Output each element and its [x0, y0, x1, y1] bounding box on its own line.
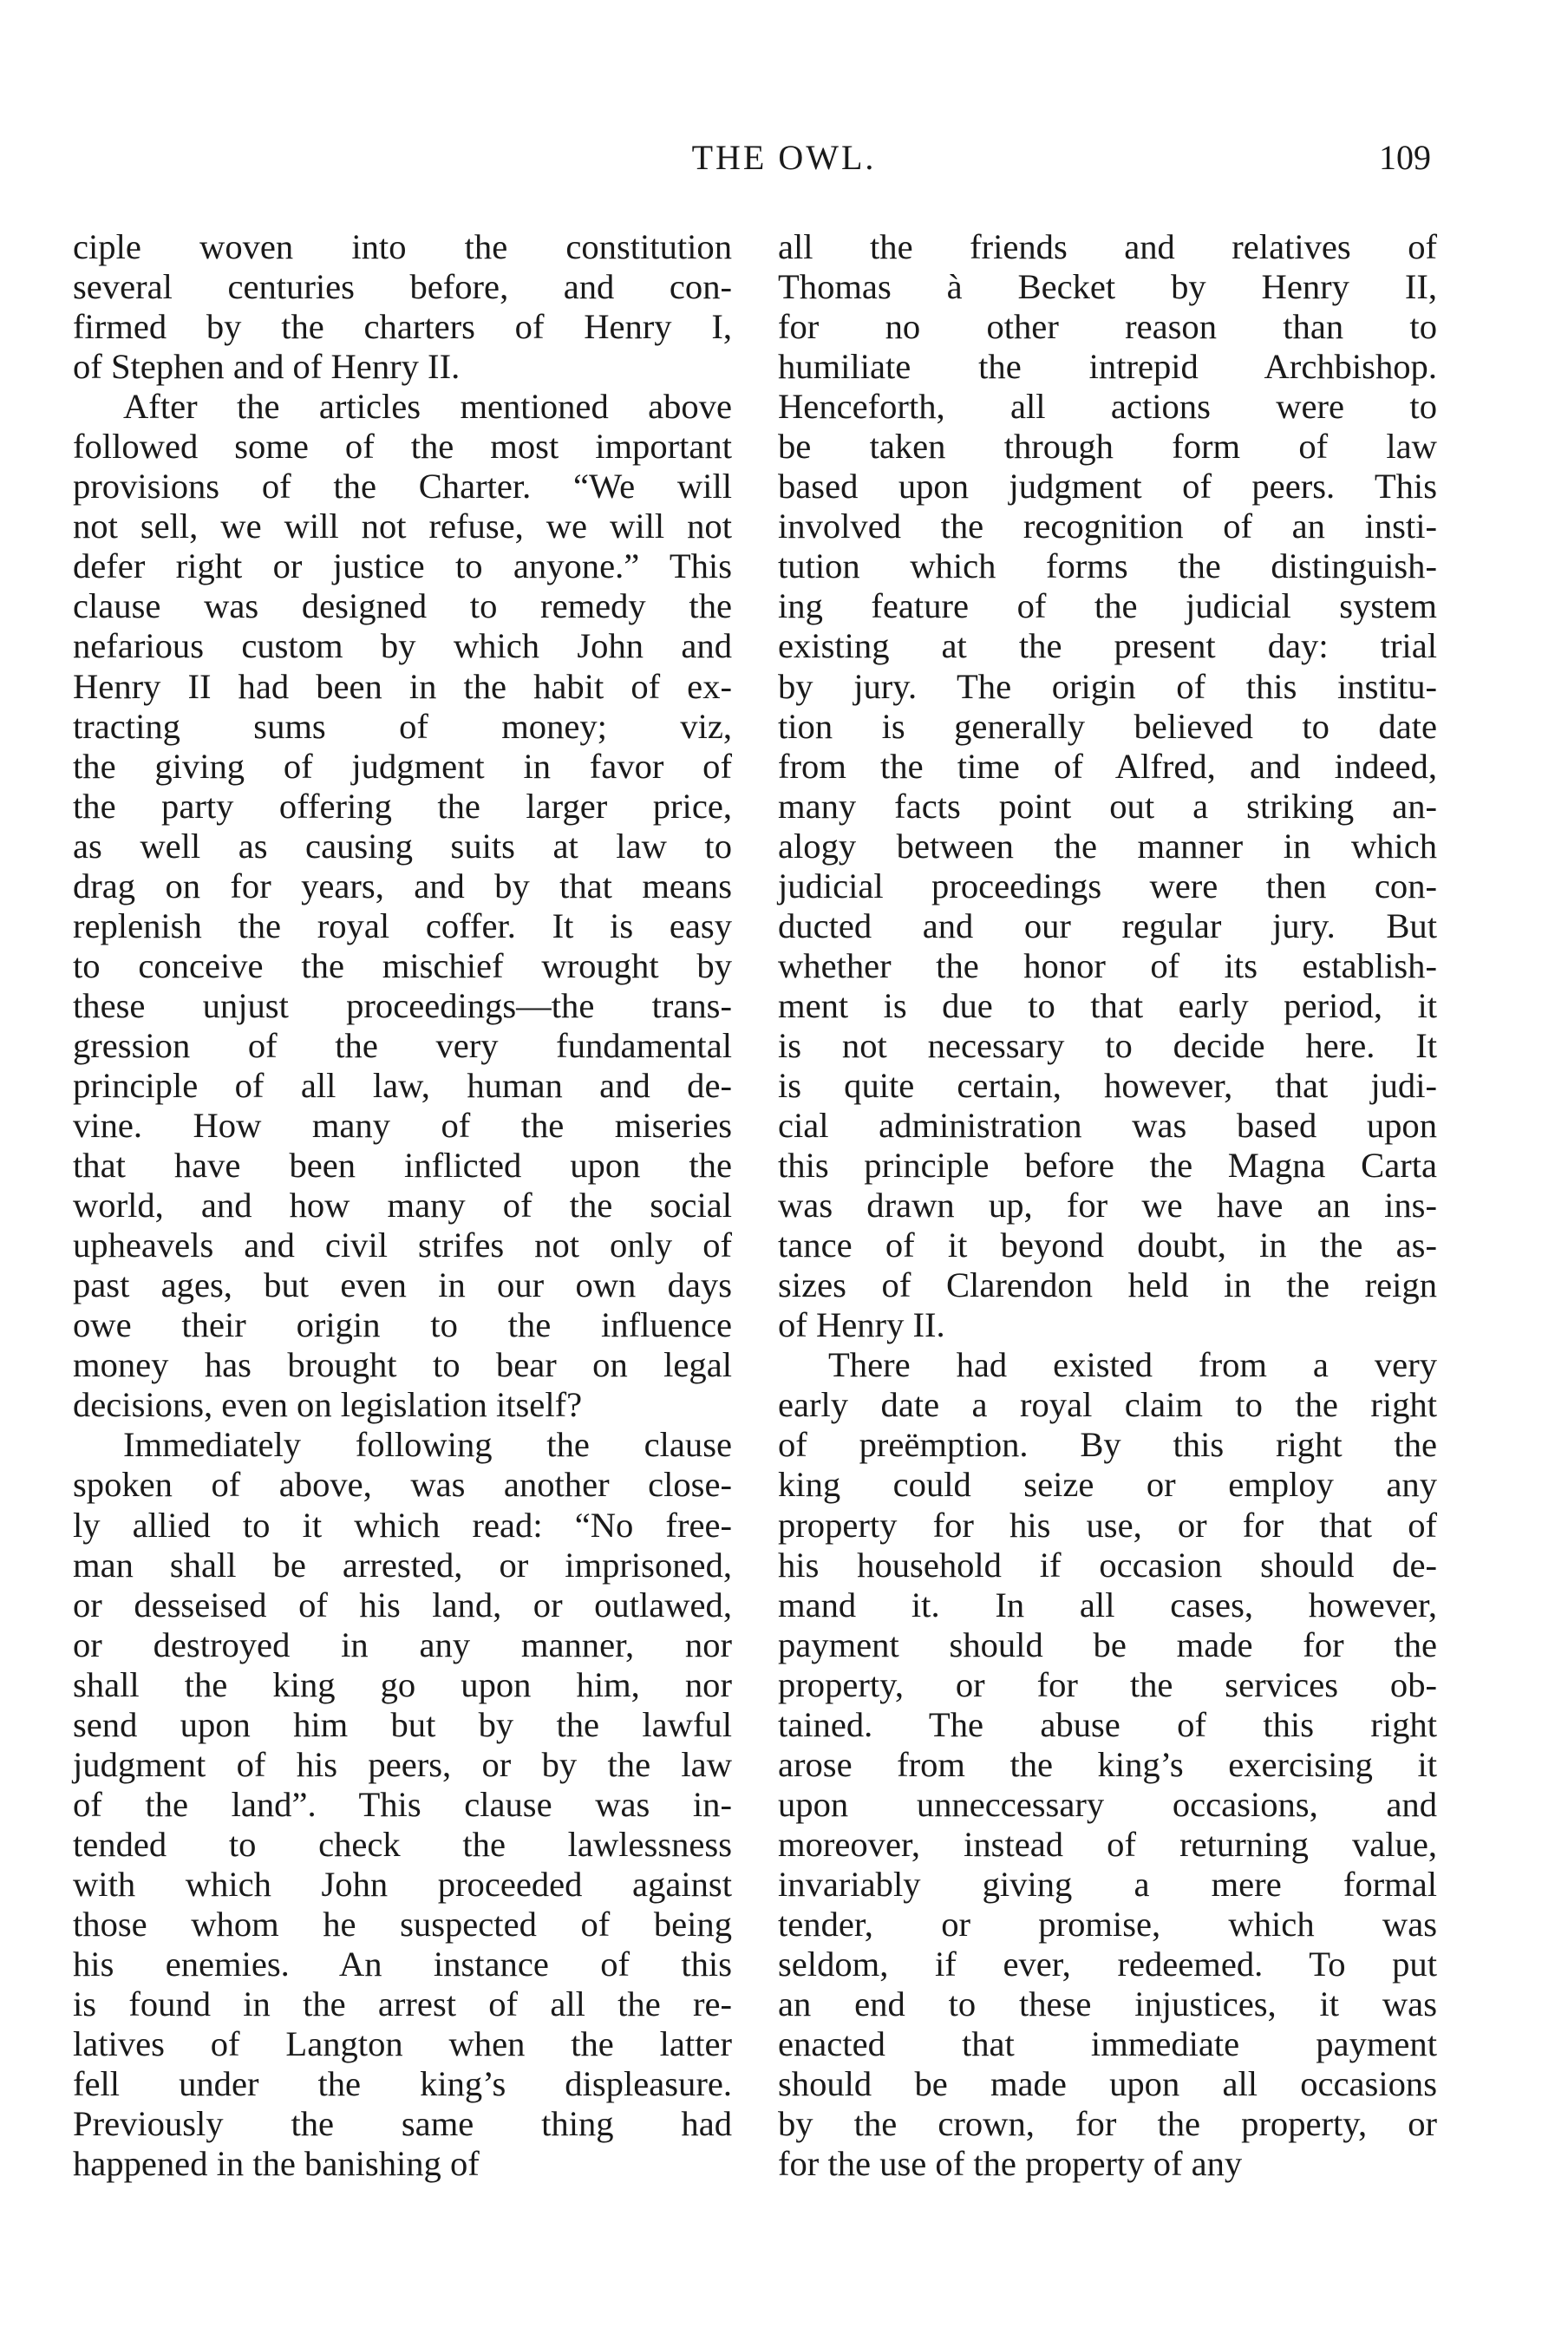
text-line: man shall be arrested, or imprisoned, — [73, 1545, 732, 1585]
text-line: money has brought to bear on legal — [73, 1345, 732, 1385]
text-line: as well as causing suits at law to — [73, 826, 732, 866]
text-line: mand it. In all cases, however, — [778, 1585, 1437, 1624]
text-line: early date a royal claim to the right — [778, 1385, 1437, 1425]
text-line: was drawn up, for we have an ins- — [778, 1186, 1437, 1226]
text-line: provisions of the Charter. “We will — [73, 467, 732, 507]
text-line: ing feature of the judicial system — [778, 586, 1437, 626]
text-line: by jury. The origin of this institu- — [778, 666, 1437, 706]
text-line: of Stephen and of Henry II. — [73, 347, 461, 387]
text-line: of Henry II. — [778, 1305, 945, 1345]
text-line: or destroyed in any manner, nor — [73, 1624, 732, 1664]
page-number: 109 — [1379, 138, 1431, 177]
text-line: Thomas à Becket by Henry II, — [778, 267, 1437, 307]
text-line: tender, or promise, which was — [778, 1904, 1437, 1944]
text-line: from the time of Alfred, and indeed, — [778, 746, 1437, 786]
text-line: cial administration was based upon — [778, 1106, 1437, 1146]
text-line: these unjust proceedings—the trans- — [73, 985, 732, 1025]
text-line: ciple woven into the constitution — [73, 227, 732, 266]
text-line: is found in the arrest of all the re- — [73, 1984, 732, 2024]
text-line: property, or for the services ob- — [778, 1664, 1437, 1704]
text-line: firmed by the charters of Henry I, — [73, 307, 732, 347]
text-line: followed some of the most important — [73, 427, 732, 467]
text-line: gression of the very fundamental — [73, 1025, 732, 1065]
text-line: or desseised of his land, or outlawed, — [73, 1585, 732, 1624]
text-line: happened in the banishing of — [73, 2144, 480, 2184]
text-line: There had existed from a very — [828, 1345, 1437, 1385]
text-line: this principle before the Magna Carta — [778, 1146, 1437, 1186]
text-line: vine. How many of the miseries — [73, 1106, 732, 1146]
text-line: existing at the present day: trial — [778, 626, 1437, 666]
text-line: upheavels and civil strifes not only of — [73, 1226, 732, 1265]
page-header — [0, 137, 1568, 189]
text-line: an end to these injustices, it was — [778, 1984, 1437, 2024]
text-line: of the land”. This clause was in- — [73, 1784, 732, 1824]
text-line: past ages, but even in our own days — [73, 1265, 732, 1305]
text-line: After the articles mentioned above — [123, 387, 732, 427]
text-line: latives of Langton when the latter — [73, 2024, 732, 2064]
text-line: owe their origin to the influence — [73, 1305, 732, 1345]
text-line: for the use of the property of any — [778, 2144, 1243, 2184]
text-line: moreover, instead of returning value, — [778, 1824, 1437, 1864]
text-line: by the crown, for the property, or — [778, 2104, 1437, 2144]
text-line: Henceforth, all actions were to — [778, 387, 1437, 427]
text-line: decisions, even on legislation itself? — [73, 1385, 583, 1425]
text-line: ducted and our regular jury. But — [778, 905, 1437, 945]
text-line: not sell, we will not refuse, we will not — [73, 507, 732, 546]
text-line: involved the recognition of an insti- — [778, 507, 1437, 546]
text-line: tended to check the lawlessness — [73, 1824, 732, 1864]
text-line: of preëmption. By this right the — [778, 1425, 1437, 1465]
text-line: enacted that immediate payment — [778, 2024, 1437, 2064]
text-line: ment is due to that early period, it — [778, 985, 1437, 1025]
text-line: defer right or justice to anyone.” This — [73, 546, 732, 586]
text-line: tution which forms the distinguish- — [778, 546, 1437, 586]
text-line: all the friends and relatives of — [778, 227, 1437, 266]
right-text-column — [778, 227, 1437, 2184]
text-line: fell under the king’s displeasure. — [73, 2064, 732, 2104]
running-title: THE OWL. — [691, 138, 877, 177]
text-line: should be made upon all occasions — [778, 2064, 1437, 2104]
text-line: to conceive the mischief wrought by — [73, 945, 732, 985]
text-line: ly allied to it which read: “No free- — [73, 1505, 732, 1545]
text-line: Immediately following the clause — [123, 1425, 732, 1465]
text-line: shall the king go upon him, nor — [73, 1664, 732, 1704]
text-line: be taken through form of law — [778, 427, 1437, 467]
text-line: tance of it beyond doubt, in the as- — [778, 1226, 1437, 1265]
text-line: nefarious custom by which John and — [73, 626, 732, 666]
text-line: his enemies. An instance of this — [73, 1945, 732, 1984]
text-line: spoken of above, was another close- — [73, 1465, 732, 1505]
text-line: tion is generally believed to date — [778, 706, 1437, 746]
text-line: judicial proceedings were then con- — [778, 866, 1437, 905]
text-line: sizes of Clarendon held in the reign — [778, 1265, 1437, 1305]
text-line: the party offering the larger price, — [73, 786, 732, 826]
text-line: tained. The abuse of this right — [778, 1704, 1437, 1744]
text-line: payment should be made for the — [778, 1624, 1437, 1664]
text-line: many facts point out a striking an- — [778, 786, 1437, 826]
text-line: drag on for years, and by that means — [73, 866, 732, 905]
text-line: the giving of judgment in favor of — [73, 746, 732, 786]
text-line: judgment of his peers, or by the law — [73, 1744, 732, 1784]
text-line: Henry II had been in the habit of ex- — [73, 666, 732, 706]
text-line: clause was designed to remedy the — [73, 586, 732, 626]
text-line: several centuries before, and con- — [73, 267, 732, 307]
text-line: arose from the king’s exercising it — [778, 1744, 1437, 1784]
text-line: is not necessary to decide here. It — [778, 1025, 1437, 1065]
text-line: invariably giving a mere formal — [778, 1864, 1437, 1904]
text-line: is quite certain, however, that judi- — [778, 1065, 1437, 1105]
text-line: based upon judgment of peers. This — [778, 467, 1437, 507]
text-line: world, and how many of the social — [73, 1186, 732, 1226]
text-line: his household if occasion should de- — [778, 1545, 1437, 1585]
text-line: alogy between the manner in which — [778, 826, 1437, 866]
text-line: seldom, if ever, redeemed. To put — [778, 1945, 1437, 1984]
text-line: for no other reason than to — [778, 307, 1437, 347]
text-line: replenish the royal coffer. It is easy — [73, 905, 732, 945]
left-text-column — [73, 227, 732, 2184]
text-line: that have been inflicted upon the — [73, 1146, 732, 1186]
text-line: those whom he suspected of being — [73, 1904, 732, 1944]
text-line: whether the honor of its establish- — [778, 945, 1437, 985]
text-line: Previously the same thing had — [73, 2104, 732, 2144]
text-line: principle of all law, human and de- — [73, 1065, 732, 1105]
text-line: tracting sums of money; viz, — [73, 706, 732, 746]
text-line: send upon him but by the lawful — [73, 1704, 732, 1744]
text-line: property for his use, or for that of — [778, 1505, 1437, 1545]
text-line: with which John proceeded against — [73, 1864, 732, 1904]
text-line: humiliate the intrepid Archbishop. — [778, 347, 1437, 387]
text-line: upon unneccessary occasions, and — [778, 1784, 1437, 1824]
text-line: king could seize or employ any — [778, 1465, 1437, 1505]
